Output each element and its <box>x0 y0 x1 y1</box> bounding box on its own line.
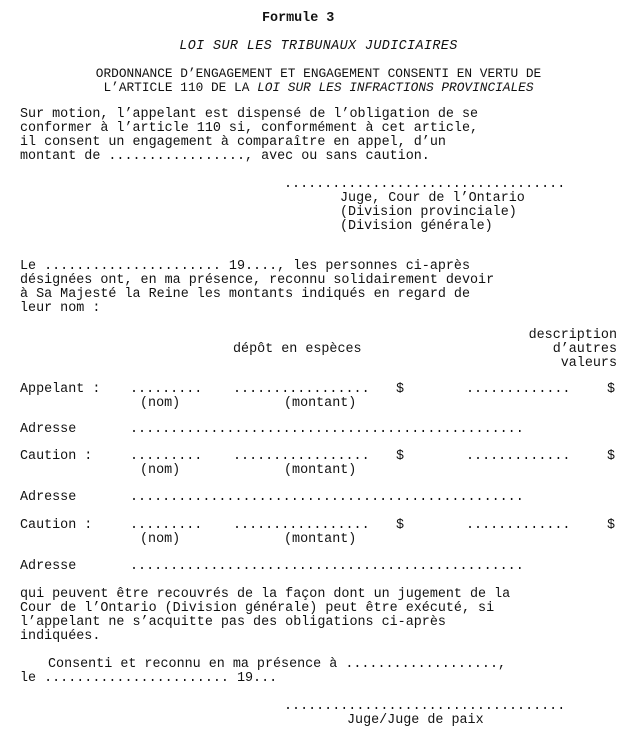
signature-line: ................................... <box>284 699 566 714</box>
motion-line: montant de ................., avec ou sans caution. <box>20 149 430 164</box>
amount-caption: (montant) <box>284 532 357 547</box>
amount-field[interactable]: ................. <box>233 518 370 533</box>
amount-field[interactable]: ................. <box>233 449 370 464</box>
address-label: Adresse <box>20 490 77 505</box>
row-label: Caution : <box>20 518 93 533</box>
row-label: Appelant : <box>20 382 101 397</box>
other-values-header: valeurs <box>560 356 617 371</box>
signature-title: Juge/Juge de paix <box>347 713 484 728</box>
heading-line-2-text: L’ARTICLE 110 DE LA <box>103 80 258 95</box>
currency-sign: $ <box>607 518 616 533</box>
heading-line-2-italic: LOI SUR LES INFRACTIONS PROVINCIALES <box>257 80 534 95</box>
judge-signature-line: ................................... <box>284 177 566 192</box>
recovery-line: Cour de l’Ontario (Division générale) peut être exécuté, si <box>20 601 495 616</box>
other-values-header: description <box>528 328 617 343</box>
address-field[interactable]: ................................................. <box>130 490 524 505</box>
judge-division: (Division générale) <box>340 219 493 234</box>
consent-date-line: le ....................... 19... <box>20 671 278 686</box>
acknowledgment-line: leur nom : <box>20 301 101 316</box>
form-number: Formule 3 <box>262 11 335 26</box>
amount-field[interactable]: ................. <box>233 382 370 397</box>
amount-caption: (montant) <box>284 463 357 478</box>
other-values-field[interactable]: ............. <box>466 518 571 533</box>
address-field[interactable]: ................................................. <box>130 422 524 437</box>
heading-line-2 <box>0 81 637 95</box>
other-values-field[interactable]: ............. <box>466 449 571 464</box>
currency-sign: $ <box>607 449 616 464</box>
amount-caption: (montant) <box>284 396 357 411</box>
cash-deposit-header: dépôt en espèces <box>233 342 362 357</box>
address-field[interactable]: ................................................. <box>130 559 524 574</box>
other-values-header: d’autres <box>552 342 617 357</box>
acknowledgment-line: désignées ont, en ma présence, reconnu solidairement devoir <box>20 273 495 288</box>
name-caption: (nom) <box>140 396 181 411</box>
act-title: LOI SUR LES TRIBUNAUX JUDICIAIRES <box>179 39 458 54</box>
name-caption: (nom) <box>140 463 181 478</box>
heading-line-1: ORDONNANCE D’ENGAGEMENT ET ENGAGEMENT CONSENTI EN VERTU DE <box>95 66 542 81</box>
name-field[interactable]: ......... <box>130 382 203 397</box>
currency-sign: $ <box>396 449 405 464</box>
other-values-field[interactable]: ............. <box>466 382 571 397</box>
currency-sign: $ <box>396 382 405 397</box>
judge-division: (Division provinciale) <box>340 205 517 220</box>
name-field[interactable]: ......... <box>130 518 203 533</box>
address-label: Adresse <box>20 422 77 437</box>
address-label: Adresse <box>20 559 77 574</box>
recovery-line: l’appelant ne s’acquitte pas des obligations ci-après <box>20 615 446 630</box>
name-caption: (nom) <box>140 532 181 547</box>
motion-line: conformer à l’article 110 si, conformément à cet article, <box>20 121 479 136</box>
consent-line: Consenti et reconnu en ma présence à ..................., <box>48 657 507 672</box>
recovery-line: qui peuvent être recouvrés de la façon dont un jugement de la <box>20 587 511 602</box>
judge-title: Juge, Cour de l’Ontario <box>340 191 525 206</box>
currency-sign: $ <box>396 518 405 533</box>
row-label: Caution : <box>20 449 93 464</box>
acknowledgment-line: à Sa Majesté la Reine les montants indiqués en regard de <box>20 287 470 302</box>
motion-line: Sur motion, l’appelant est dispensé de l’obligation de se <box>20 107 479 122</box>
name-field[interactable]: ......... <box>130 449 203 464</box>
motion-line: il consent un engagement à comparaître en appel, d’un <box>20 135 446 150</box>
acknowledgment-line: Le ...................... 19...., les personnes ci-après <box>20 259 470 274</box>
currency-sign: $ <box>607 382 616 397</box>
recovery-line: indiquées. <box>20 629 101 644</box>
